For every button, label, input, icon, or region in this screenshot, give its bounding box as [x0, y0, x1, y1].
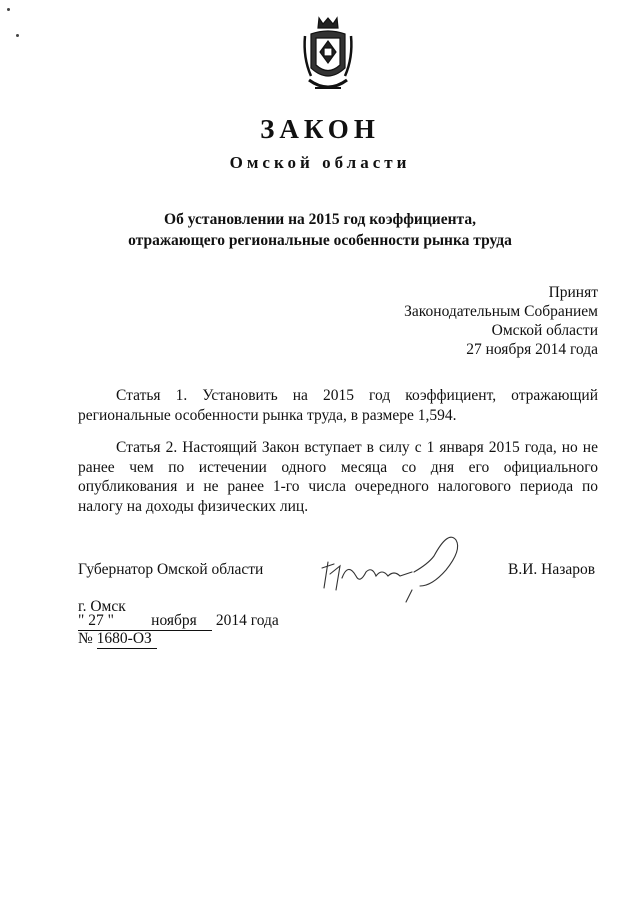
- adoption-line: Омской области: [491, 322, 598, 339]
- law-number-value: 1680-ОЗ: [97, 630, 157, 649]
- issue-city: г. Омск: [78, 598, 126, 615]
- signatory-name: В.И. Назаров: [508, 561, 596, 578]
- law-title: [0, 209, 640, 251]
- document-type-title: ЗАКОН: [260, 114, 380, 144]
- handwritten-signature: [316, 526, 466, 606]
- signatory-position: Губернатор Омской области: [78, 561, 264, 578]
- scan-speck: [16, 34, 19, 37]
- adoption-date: 27 ноября 2014 года: [466, 341, 598, 358]
- number-sign: №: [78, 630, 93, 647]
- adoption-line: Законодательным Собранием: [404, 303, 598, 320]
- issue-month: ноября: [136, 612, 212, 631]
- law-title-line: отражающего региональные особенности рынка труда: [128, 232, 512, 249]
- adoption-line: Принят: [548, 284, 598, 301]
- article-2: Статья 2. Настоящий Закон вступает в силу с 1 января 2015 года, но не ранее чем по истечении одного месяца со дня его официального опубликования и не ранее 1-го числа очередного налогового периода по налогу на доходы физических лиц.: [78, 439, 598, 515]
- scan-speck: [7, 8, 10, 11]
- article-1: Статья 1. Установить на 2015 год коэффициент, отражающий региональные особенности рынка труда, в размере 1,594.: [78, 387, 598, 424]
- adoption-block: [404, 283, 598, 359]
- issue-date: [78, 612, 279, 631]
- issue-year: 2014 года: [215, 612, 279, 629]
- law-title-line: Об установлении на 2015 год коэффициента,: [164, 211, 476, 228]
- coat-of-arms-emblem: [301, 14, 355, 100]
- region-subtitle: Омской области: [229, 153, 411, 172]
- issue-day: " 27 ": [78, 612, 136, 631]
- law-number: [78, 630, 157, 649]
